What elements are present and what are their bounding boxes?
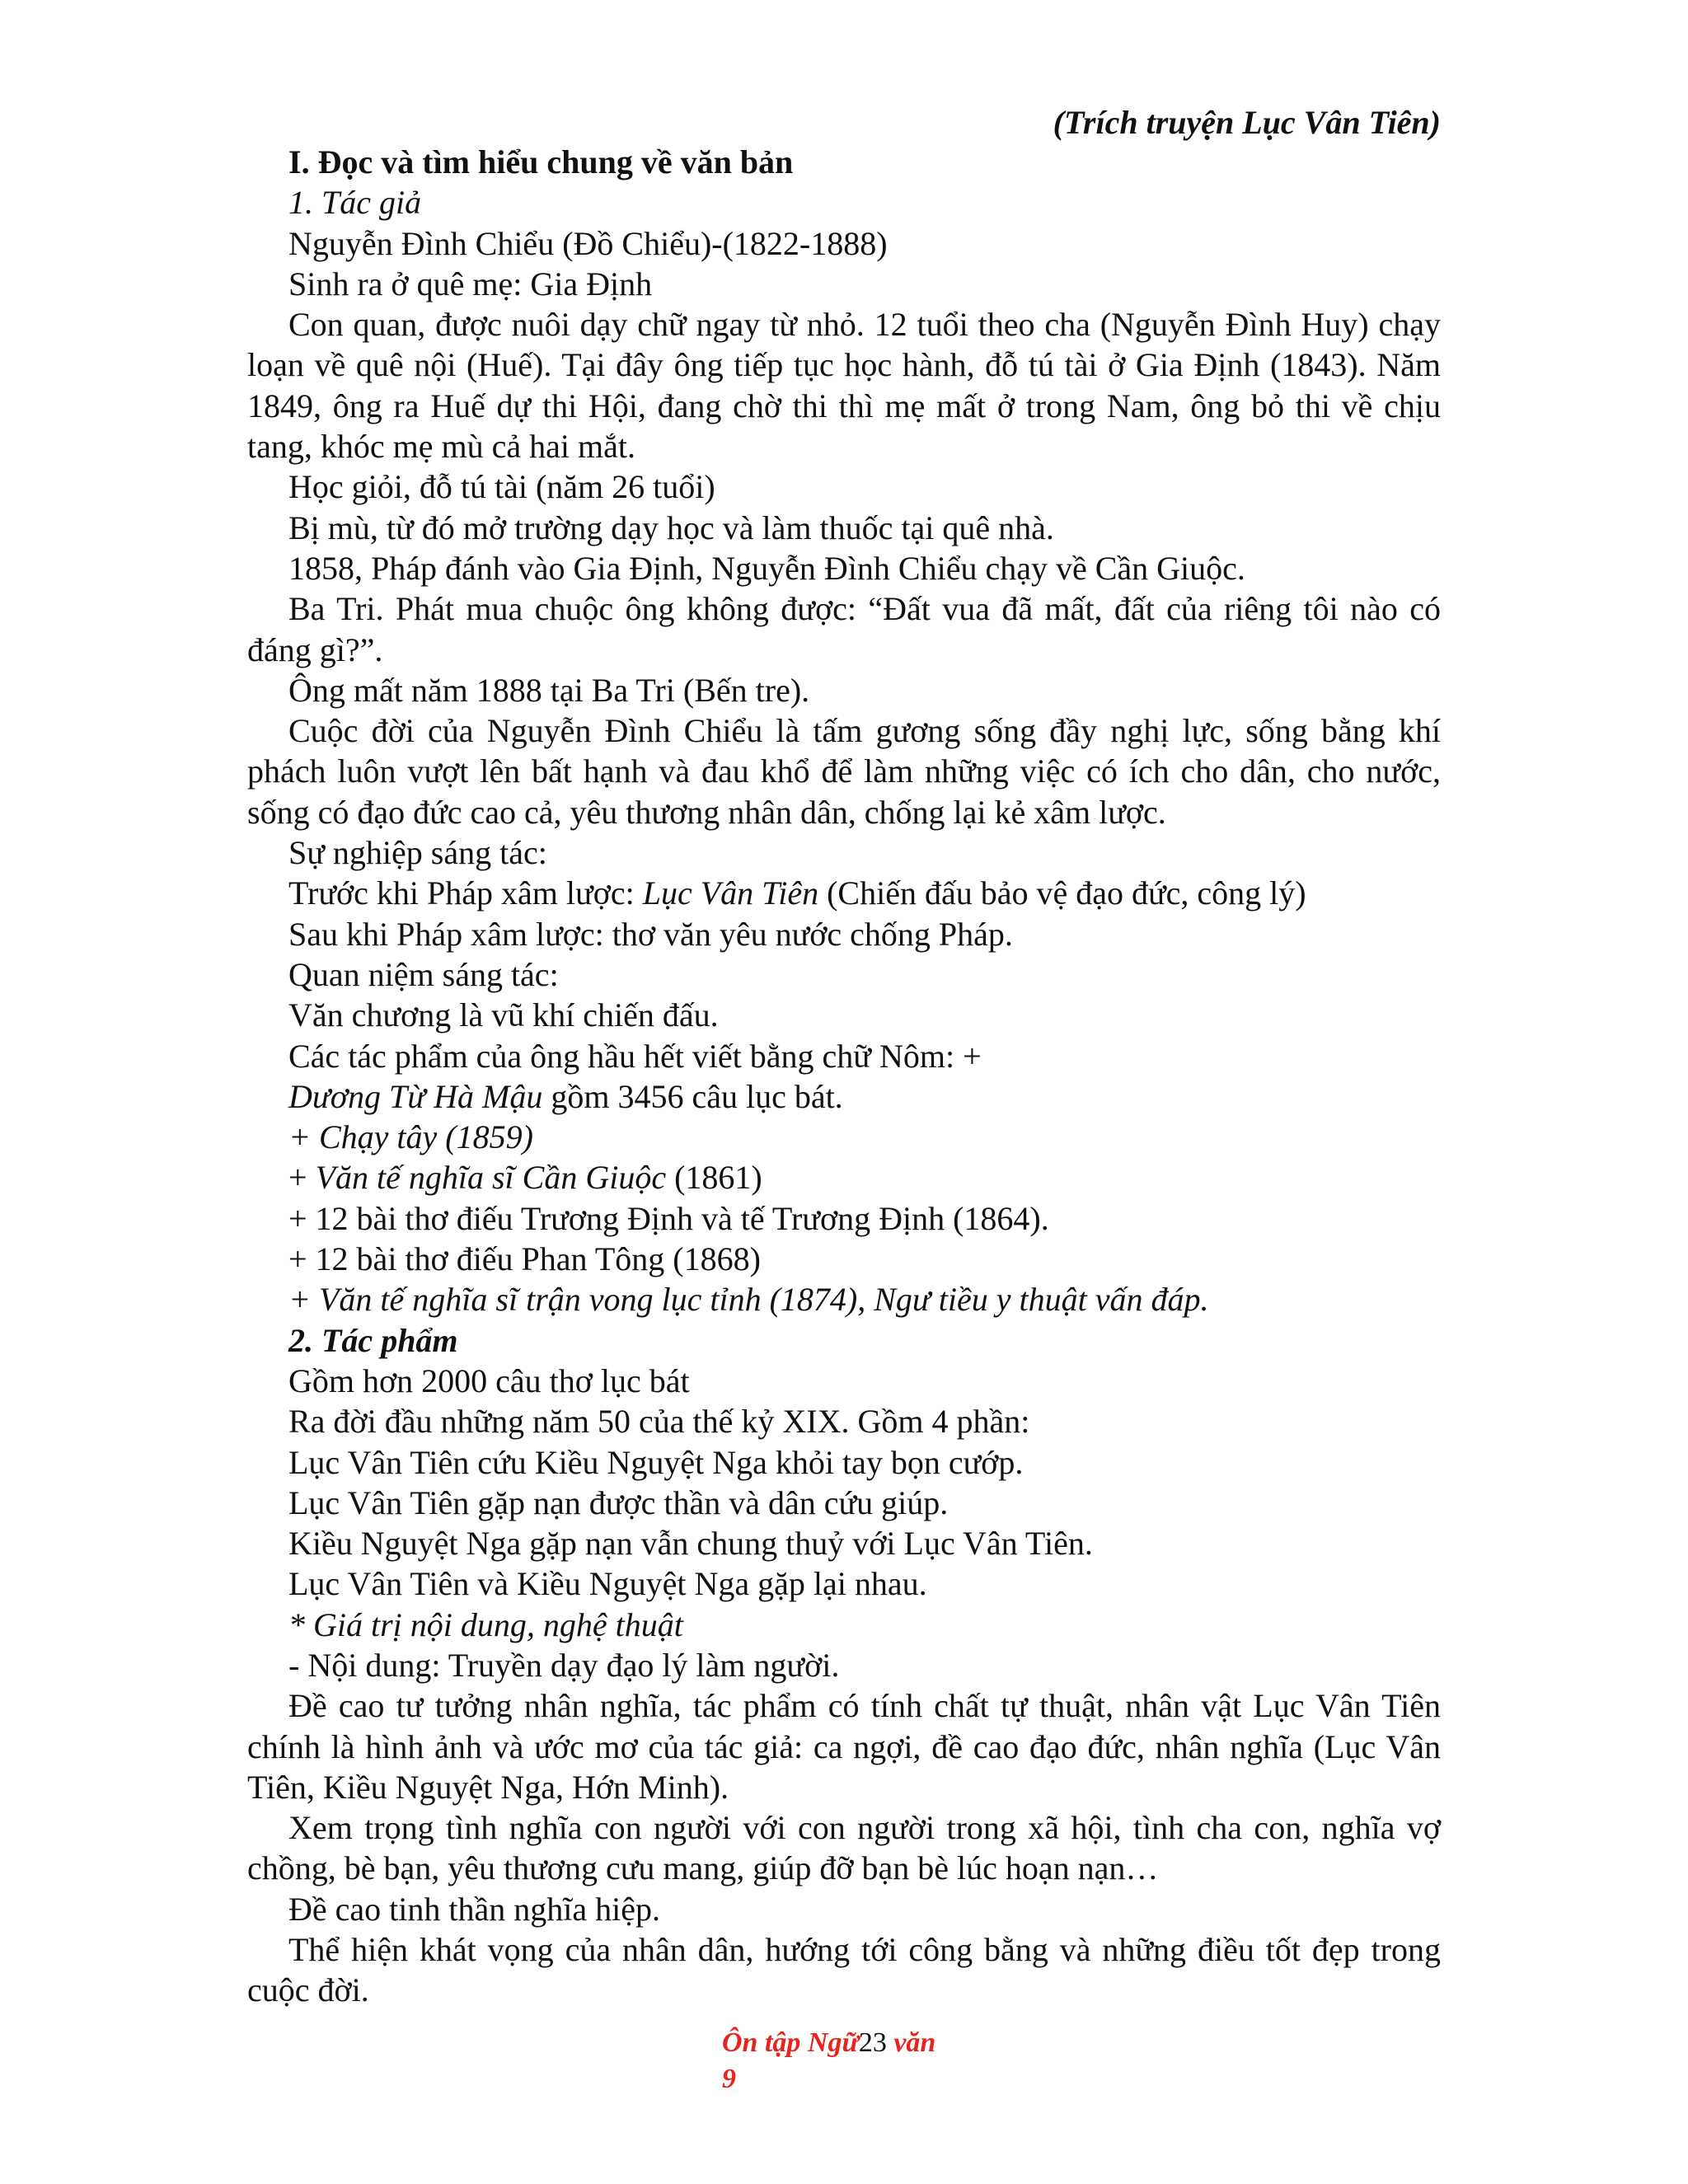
author-bio: Con quan, được nuôi dạy chữ ngay từ nhỏ. 12 tuổi theo cha (Nguyễn Đình Huy) chạy loạn về quê nội (Huế). Tại đây ông tiếp tục học hành, đỗ tú tài ở Gia Định (1843). Năm 1849, ông ra Huế dự thi Hội, đang chờ thi thì mẹ mất ở trong Nam, ông bỏ thi về chịu tang, khóc mẹ mù cả hai mắt. xyxy=(247,306,1441,466)
work-heading: 2. Tác phẩm xyxy=(288,1321,458,1359)
footer-grade: 9 xyxy=(722,2064,736,2094)
career-before-prefix: Trước khi Pháp xâm lược: xyxy=(288,874,643,912)
author-birthplace: Sinh ra ở quê mẹ: Gia Định xyxy=(288,265,653,302)
value-heading: * Giá trị nội dung, nghệ thuật xyxy=(288,1605,683,1643)
career-before-suffix: (Chiến đấu bảo vệ đạo đức, công lý) xyxy=(818,874,1306,912)
author-study: Học giỏi, đỗ tú tài (năm 26 tuổi) xyxy=(288,468,715,506)
career-before-title: Lục Vân Tiên xyxy=(642,874,819,912)
source-caption: (Trích truyện Lục Vân Tiên) xyxy=(1053,104,1441,141)
author-name-line: Nguyễn Đình Chiểu (Đồ Chiểu)-(1822-1888) xyxy=(288,224,888,262)
author-death: Ông mất năm 1888 tại Ba Tri (Bến tre). xyxy=(288,671,810,709)
career-before xyxy=(247,873,1441,913)
view-label: Quan niệm sáng tác: xyxy=(288,955,559,993)
career-after: Sau khi Pháp xâm lược: thơ văn yêu nước chống Pháp. xyxy=(288,915,1013,953)
work-item-prefix: + xyxy=(288,1159,316,1197)
nom-line: Các tác phẩm của ông hầu hết viết bằng chữ Nôm: + xyxy=(288,1037,982,1075)
author-heading: 1. Tác giả xyxy=(288,184,422,222)
work-item-title: Văn tế nghĩa sĩ Cần Giuộc xyxy=(315,1159,667,1197)
work-part: Lục Vân Tiên gặp nạn được thần và dân cứu giúp. xyxy=(288,1483,949,1521)
work-item: + Chạy tây (1859) xyxy=(288,1118,533,1156)
duong-title: Dương Từ Hà Mậu xyxy=(288,1077,543,1115)
author-life: Cuộc đời của Nguyễn Đình Chiểu là tấm gương sống đầy nghị lực, sống bằng khí phách luôn vượt lên bất hạnh và đau khổ để làm những việc có ích cho dân, cho nước, sống có đạo đức cao cả, yêu thương nhân dân, chống lại kẻ xâm lược. xyxy=(247,712,1441,831)
view-text: Văn chương là vũ khí chiến đấu. xyxy=(288,996,719,1034)
work-item: + Văn tế nghĩa sĩ trận vong lục tỉnh (1874), Ngư tiều y thuật vấn đáp. xyxy=(288,1281,1209,1319)
content-paragraph: Đề cao tư tưởng nhân nghĩa, tác phẩm có tính chất tự thuật, nhân vật Lục Vân Tiên chính là hình ảnh và ước mơ của tác giả: ca ngợi, đề cao đạo đức, nhân nghĩa (Lục Vân Tiên, Kiều Nguyệt Nga, Hớn Minh). xyxy=(247,1687,1441,1806)
work-item: + 12 bài thơ điếu Phan Tông (1868) xyxy=(288,1240,761,1278)
author-invasion: 1858, Pháp đánh vào Gia Định, Nguyễn Đình Chiểu chạy về Cần Giuộc. xyxy=(288,549,1245,587)
page-footer xyxy=(722,2025,935,2097)
section-heading: I. Đọc và tìm hiểu chung về văn bản xyxy=(288,143,794,180)
work-part: Kiều Nguyệt Nga gặp nạn vẫn chung thuỷ với Lục Vân Tiên. xyxy=(288,1525,1093,1563)
work-item-year: (1861) xyxy=(666,1159,762,1197)
career-label: Sự nghiệp sáng tác: xyxy=(288,834,547,872)
content-paragraph: Xem trọng tình nghĩa con người với con người trong xã hội, tình cha con, nghĩa vợ chồng, bè bạn, yêu thương cưu mang, giúp đỡ bạn bè lúc hoạn nạn… xyxy=(247,1809,1441,1887)
author-blind: Bị mù, từ đó mở trường dạy học và làm thuốc tại quê nhà. xyxy=(288,509,1054,546)
footer-title: Ôn tập Ngữ xyxy=(722,2027,859,2058)
duong-rest: gồm 3456 câu lục bát. xyxy=(542,1077,843,1115)
work-item: + 12 bài thơ điếu Trương Định và tế Trương Định (1864). xyxy=(288,1199,1049,1237)
footer-title-end: văn xyxy=(886,2027,936,2058)
document-body xyxy=(247,142,1441,2011)
content-paragraph: Thể hiện khát vọng của nhân dân, hướng tới công bằng và những điều tốt đẹp trong cuộc đời. xyxy=(247,1931,1441,2009)
work-line: Ra đời đầu những năm 50 của thế kỷ XIX. Gồm 4 phần: xyxy=(288,1403,1030,1441)
content-paragraph: Đề cao tinh thần nghĩa hiệp. xyxy=(288,1890,660,1928)
author-batri: Ba Tri. Phát mua chuộc ông không được: “Đất vua đã mất, đất của riêng tôi nào có đáng gì?”. xyxy=(247,590,1441,668)
work-item xyxy=(247,1157,1441,1197)
page-number: 23 xyxy=(858,2027,887,2058)
work-line: Gồm hơn 2000 câu thơ lục bát xyxy=(288,1361,690,1399)
content-label: - Nội dung: Truyền dạy đạo lý làm người. xyxy=(288,1646,840,1684)
duong-line xyxy=(247,1076,1441,1117)
work-part: Lục Vân Tiên cứu Kiều Nguyệt Nga khỏi tay bọn cướp. xyxy=(288,1443,1024,1481)
work-part: Lục Vân Tiên và Kiều Nguyệt Nga gặp lại nhau. xyxy=(288,1565,927,1603)
